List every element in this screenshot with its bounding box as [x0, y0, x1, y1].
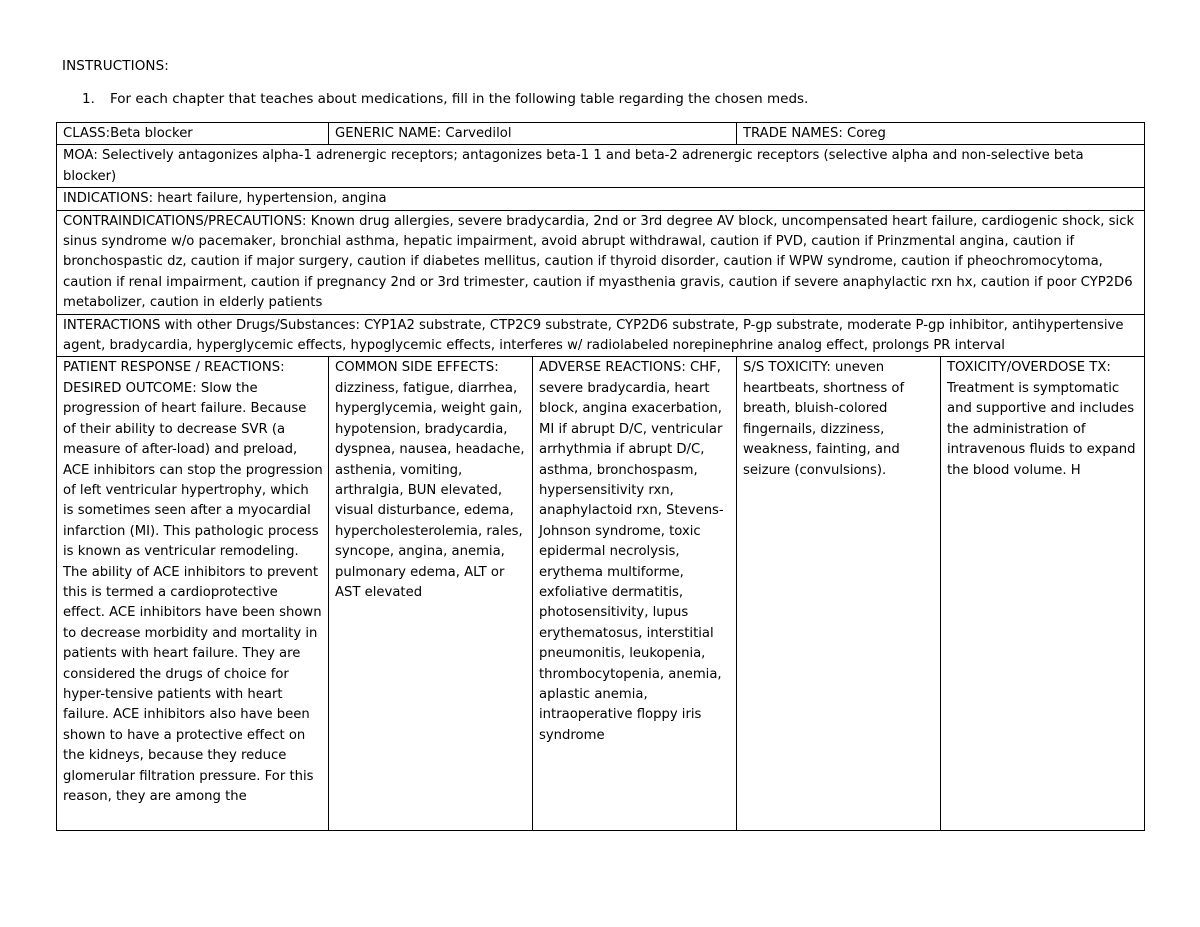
effects-row	[57, 357, 1145, 831]
instructions-item-number: 1.	[82, 91, 95, 107]
contraindications-row	[57, 210, 1145, 314]
medication-table	[56, 122, 1145, 831]
class-cell: CLASS:Beta blocker	[57, 123, 329, 145]
instructions-item-text: For each chapter that teaches about medications, fill in the following table regarding the chosen meds.	[110, 91, 809, 107]
overdose-treatment-cell: TOXICITY/OVERDOSE TX: Treatment is symptomatic and supportive and includes the administration of intravenous fluids to expand the blood volume. H	[941, 357, 1145, 831]
interactions-row	[57, 314, 1145, 357]
moa-row	[57, 145, 1145, 188]
contraindications-cell: CONTRAINDICATIONS/PRECAUTIONS: Known drug allergies, severe bradycardia, 2nd or 3rd degree AV block, uncompensated heart failure, cardiogenic shock, sick sinus syndrome w/o pacemaker, bronchial asthma, hepatic impairment, avoid abrupt withdrawal, caution if PVD, caution if Prinzmental angina, caution if bronchospastic dz, caution if major surgery, caution if diabetes mellitus, caution if thyroid disorder, caution if WPW syndrome, caution if pheochromocytoma, caution if renal impairment, caution if pregnancy 2nd or 3rd trimester, caution if myasthenia gravis, caution if severe anaphylactic rxn hx, caution if poor CYP2D6 metabolizer, caution in elderly patients	[57, 210, 1145, 314]
adverse-reactions-cell: ADVERSE REACTIONS: CHF, severe bradycardia, heart block, angina exacerbation, MI if abrupt D/C, ventricular arrhythmia if abrupt D/C, asthma, bronchospasm, hypersensitivity rxn, anaphylactoid rxn, Stevens-Johnson syndrome, toxic epidermal necrolysis, erythema multiforme, exfoliative dermatitis, photosensitivity, lupus erythematosus, interstitial pneumonitis, leukopenia, thrombocytopenia, anemia, aplastic anemia, intraoperative floppy iris syndrome	[533, 357, 737, 831]
trade-names-cell: TRADE NAMES: Coreg	[737, 123, 1145, 145]
patient-response-cell: PATIENT RESPONSE / REACTIONS: DESIRED OUTCOME: Slow the progression of heart failure. Because of their ability to decrease SVR (a measure of after-load) and preload, ACE inhibitors can stop the progression of left ventricular hypertrophy, which is sometimes seen after a myocardial infarction (MI). This pathologic process is known as ventricular remodeling. The ability of ACE inhibitors to prevent this is termed a cardioprotective effect. ACE inhibitors have been shown to decrease morbidity and mortality in patients with heart failure. They are considered the drugs of choice for hyper-tensive patients with heart failure. ACE inhibitors also have been shown to have a protective effect on the kidneys, because they reduce glomerular filtration pressure. For this reason, they are among the	[57, 357, 329, 831]
interactions-cell: INTERACTIONS with other Drugs/Substances: CYP1A2 substrate, CTP2C9 substrate, CYP2D6 substrate, P-gp substrate, moderate P-gp inhibitor, antihypertensive agent, bradycardia, hyperglycemic effects, hypoglycemic effects, interferes w/ radiolabeled norepinephrine analog effect, prolongs PR interval	[57, 314, 1145, 357]
instructions-heading: INSTRUCTIONS:	[62, 58, 169, 74]
indications-row	[57, 188, 1145, 210]
common-side-effects-cell: COMMON SIDE EFFECTS: dizziness, fatigue, diarrhea, hyperglycemia, weight gain, hypotension, bradycardia, dyspnea, nausea, headache, asthenia, vomiting, arthralgia, BUN elevated, visual disturbance, edema, hypercholesterolemia, rales, syncope, angina, anemia, pulmonary edema, ALT or AST elevated	[329, 357, 533, 831]
instructions-item	[82, 91, 808, 107]
indications-cell: INDICATIONS: heart failure, hypertension, angina	[57, 188, 1145, 210]
drug-identity-row	[57, 123, 1145, 145]
moa-cell: MOA: Selectively antagonizes alpha-1 adrenergic receptors; antagonizes beta-1 1 and beta-2 adrenergic receptors (selective alpha and non-selective beta blocker)	[57, 145, 1145, 188]
generic-name-cell: GENERIC NAME: Carvedilol	[329, 123, 737, 145]
toxicity-signs-cell: S/S TOXICITY: uneven heartbeats, shortness of breath, bluish-colored fingernails, dizziness, weakness, fainting, and seizure (convulsions).	[737, 357, 941, 831]
